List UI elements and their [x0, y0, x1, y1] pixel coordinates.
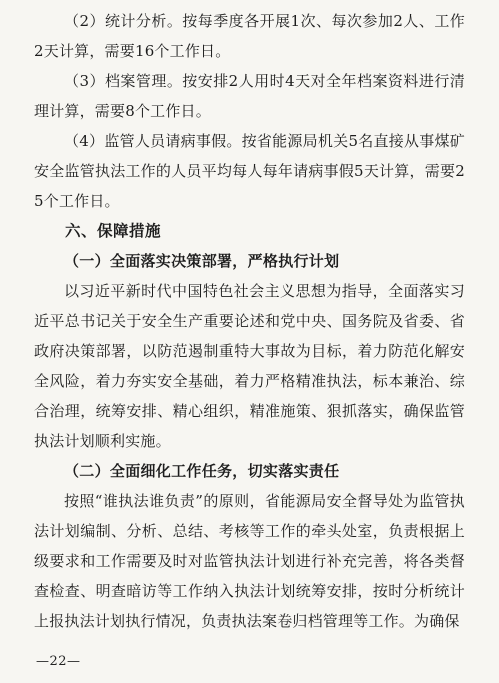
paragraph-archive-management: （3）档案管理。按安排2人用时4天对全年档案资料进行清理计算，需要8个工作日。 — [34, 72, 465, 120]
section-heading-safeguards: 六、保障措施 — [65, 221, 162, 240]
subsection-title-2: （二）全面细化工作任务，切实落实责任 — [64, 462, 340, 480]
paragraph-sick-leave: （4）监管人员请病事假。按省能源局机关5名直接从事煤矿安全监管执法工作的人员平均每人每年请病事假5天计算，需要25个工作日。 — [34, 132, 465, 210]
page-content — [34, 6, 465, 636]
subsection-title-1: （一）全面落实决策部署，严格执行计划 — [64, 252, 340, 270]
subsection-body-1: 以习近平新时代中国特色社会主义思想为指导，全面落实习近平总书记关于安全生产重要论述和党中央、国务院及省委、省政府决策部署，以防范遏制重特大事故为目标，着力防范化解安全风险，着力夯实安全基础，着力严格精准执法，标本兼治、综合治理，统筹安排、精心组织，精准施策、狠抓落实，确保监管执法计划顺利实施。 — [34, 282, 465, 450]
page-number: —22— — [36, 654, 81, 669]
paragraph-statistical-analysis: （2）统计分析。按每季度各开展1次、每次参加2人、工作2天计算，需要16个工作日。 — [34, 12, 465, 60]
subsection-body-2: 按照“谁执法谁负责”的原则，省能源局安全督导处为监管执法计划编制、分析、总结、考核等工作的牵头处室，负责根据上级要求和工作需要及时对监管执法计划进行补充完善，将各类督查检查、明查暗访等工作纳入执法计划统筹安排，按时分析统计上报执法计划执行情况，负责执法案卷归档管理等工作。为确保 — [34, 492, 465, 630]
